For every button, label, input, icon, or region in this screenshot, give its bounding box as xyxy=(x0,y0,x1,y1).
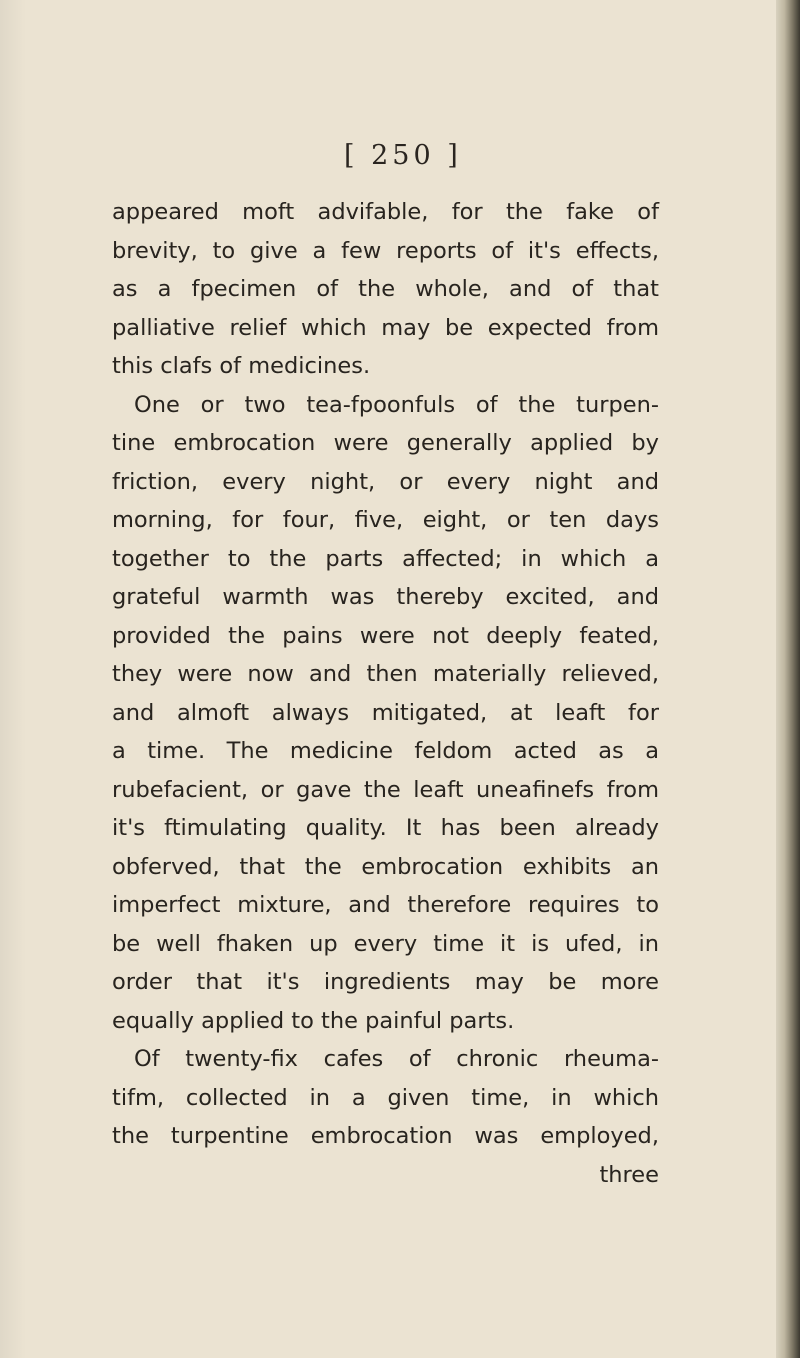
text-line: tine embrocation were generally applied by xyxy=(112,430,659,456)
text-line: it's ftimulating quality. It has been already xyxy=(112,815,659,841)
text-line: the turpentine embrocation was employed, xyxy=(112,1123,659,1149)
text-line: and almoft always mitigated, at leaft for xyxy=(112,699,659,726)
text-line: obferved, that the embrocation exhibits an xyxy=(112,853,659,880)
text-line: be well fhaken up every time it is ufed, in xyxy=(112,930,659,957)
text-line: Of twenty-fix cafes of chronic rheuma- xyxy=(134,1046,659,1072)
body-text xyxy=(112,193,659,1194)
text-line: brevity, to give a few reports of it's effects, xyxy=(112,237,659,264)
text-line: provided the pains were not deeply feated, xyxy=(112,622,659,649)
text-line: imperfect mixture, and therefore requires to xyxy=(112,892,659,918)
text-line: this clafs of medicines. xyxy=(112,353,371,379)
text-line: a time. The medicine feldom acted as a xyxy=(112,738,659,764)
text-line: they were now and then materially relieved, xyxy=(112,661,659,687)
text-line: morning, for four, five, eight, or ten days xyxy=(112,507,659,533)
text-line: rubefacient, or gave the leaft uneafinefs from xyxy=(112,776,659,803)
text-line: equally applied to the painful parts. xyxy=(112,1007,515,1034)
book-spine-edge xyxy=(776,0,800,1358)
text-line: order that it's ingredients may be more xyxy=(112,969,659,995)
text-line: appeared moft advifable, for the fake of xyxy=(112,199,659,225)
catchword: three xyxy=(599,1161,659,1188)
text-line: palliative relief which may be expected from xyxy=(112,314,659,341)
text-line: tifm, collected in a given time, in which xyxy=(112,1084,659,1111)
text-line: as a fpecimen of the whole, and of that xyxy=(112,276,659,302)
text-line: friction, every night, or every night and xyxy=(112,468,659,495)
text-line: together to the parts affected; in which a xyxy=(112,545,659,572)
page-number: [ 250 ] xyxy=(344,140,462,171)
text-line: One or two tea-fpoonfuls of the turpen- xyxy=(134,391,659,418)
text-line: grateful warmth was thereby excited, and xyxy=(112,584,659,610)
